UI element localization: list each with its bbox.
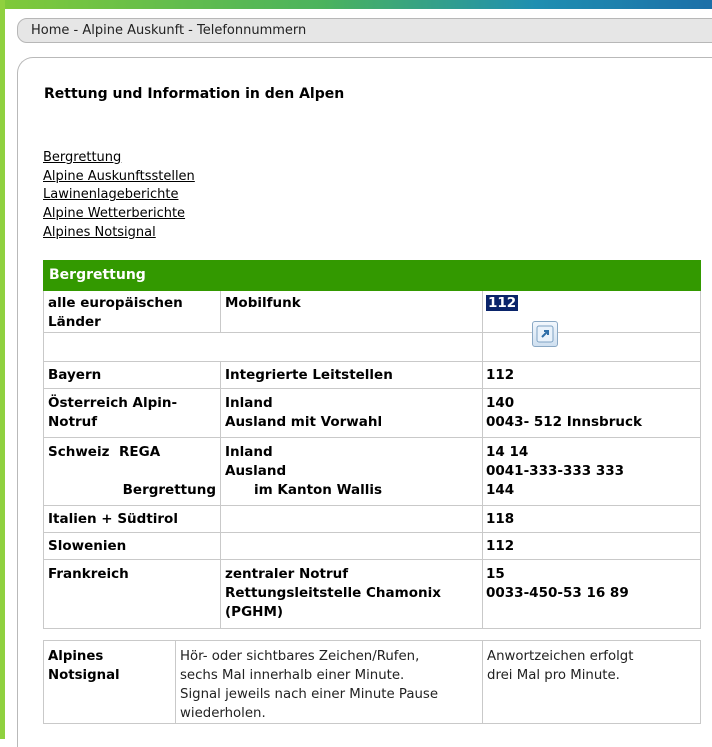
selected-number[interactable]: 112 [488, 295, 517, 311]
region-cell: Italien + Südtirol [44, 506, 221, 533]
link-alpine-wetterberichte[interactable]: Alpine Wetterberichte [43, 206, 186, 222]
service-cell [221, 438, 483, 506]
signal-table [43, 640, 701, 724]
table-row [44, 291, 701, 333]
number-cell: 118 [483, 506, 701, 533]
service-cell [221, 533, 483, 560]
region-cell: Österreich Alpin- Notruf [44, 389, 221, 438]
table-row [44, 641, 701, 724]
table-row-spacer [44, 333, 701, 362]
number-cell [483, 291, 701, 333]
service-cell: Mobilfunk [221, 291, 483, 333]
table-row [44, 533, 701, 560]
spacer-cell [483, 333, 701, 362]
service-cell: Inland Ausland mit Vorwahl [221, 389, 483, 438]
region-org: REGA [119, 444, 161, 460]
table-row [44, 362, 701, 389]
signal-label: Alpines Notsignal [44, 641, 176, 724]
number-cell: 15 0033-450-53 16 89 [483, 560, 701, 629]
rescue-table-header: Bergrettung [44, 261, 701, 291]
region-name: Schweiz [48, 444, 110, 460]
region-line-1 [48, 443, 216, 462]
spacer-cell [44, 333, 483, 362]
number-cell: 112 [483, 362, 701, 389]
service-cell: Integrierte Leitstellen [221, 362, 483, 389]
rescue-table [43, 260, 701, 629]
service-cell: zentraler Notruf Rettungsleitstelle Chamonix (PGHM) [221, 560, 483, 629]
region-line-3: Bergrettung [122, 482, 216, 498]
number-cell: 140 0043- 512 Innsbruck [483, 389, 701, 438]
number-cell: 14 14 0041-333-333 333 144 [483, 438, 701, 506]
number-cell: 112 [483, 533, 701, 560]
link-lawinenlageberichte[interactable]: Lawinenlageberichte [43, 187, 179, 203]
popout-arrow-icon[interactable] [532, 321, 558, 347]
region-blank-line [48, 462, 216, 481]
table-row [44, 438, 701, 506]
page-title: Rettung und Information in den Alpen [44, 86, 345, 102]
icon-wrap [487, 333, 696, 361]
link-alpines-notsignal[interactable]: Alpines Notsignal [43, 224, 156, 240]
region-cell: Bayern [44, 362, 221, 389]
region-cell [44, 438, 221, 506]
link-alpine-auskunftsstellen[interactable]: Alpine Auskunftsstellen [43, 168, 195, 184]
service-lines: Inland Ausland [225, 444, 287, 479]
signal-description: Hör- oder sichtbares Zeichen/Rufen, sechs Mal innerhalb einer Minute. Signal jeweils nach einer Minute Pause wiederholen. [176, 641, 483, 724]
table-row [44, 506, 701, 533]
left-accent-bar [0, 0, 5, 739]
breadcrumb[interactable]: Home - Alpine Auskunft - Telefonnummern [17, 18, 712, 43]
service-line-3: im Kanton Wallis [254, 482, 383, 498]
region-cell: Slowenien [44, 533, 221, 560]
service-cell [221, 506, 483, 533]
top-banner-strip [5, 0, 712, 9]
anchor-links [43, 149, 195, 243]
signal-answer: Anwortzeichen erfolgt drei Mal pro Minute. [483, 641, 701, 724]
region-cell: alle europäischen Länder [44, 291, 221, 333]
link-bergrettung[interactable]: Bergrettung [43, 150, 122, 165]
table-row [44, 560, 701, 629]
top-banner-gap [5, 9, 712, 18]
table-row [44, 389, 701, 438]
region-cell: Frankreich [44, 560, 221, 629]
